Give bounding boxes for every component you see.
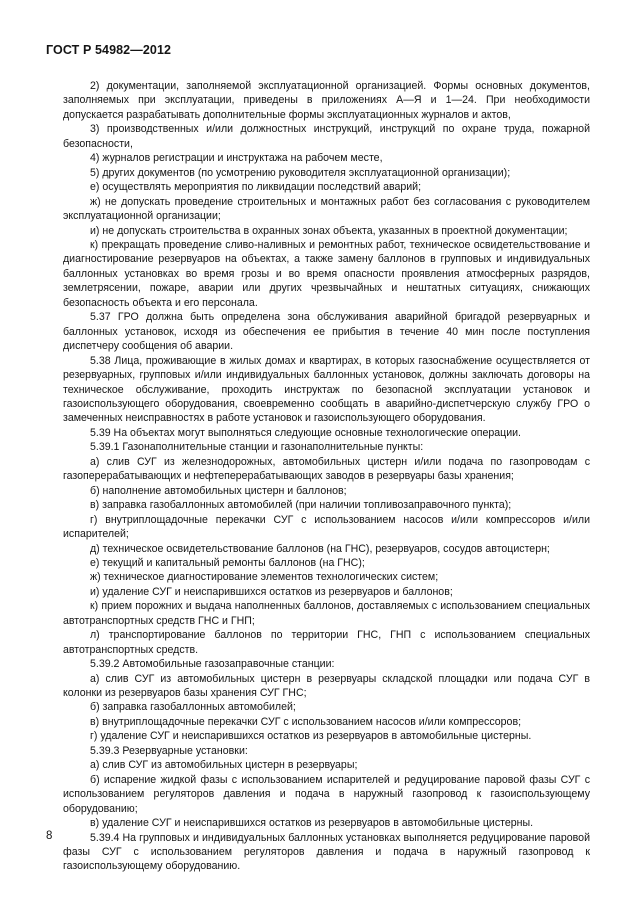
clause-5-37: 5.37 ГРО должна быть определена зона обслуживания аварийной бригадой резервуарных и баллонных установок, исходя из обеспечения ее прибытия в течение 40 мин после поступления диспетчеру сообщения об аварии.: [63, 311, 590, 353]
clause-5-38: 5.38 Лица, проживающие в жилых домах и квартирах, в которых газоснабжение осуществляется от резервуарных, групповых и/или индивидуальных баллонных установок, должны заключать договоры на техническое обслуживание, проходить инструктаж по безопасной эксплуатации установок и газоиспользующего оборудования, своевременно сообщать в аварийно-диспетчерскую службу ГРО о замеченных неисправностях в работе установок и газоиспользующего оборудования.: [63, 354, 590, 425]
list-item: б) заправка газобаллонных автомобилей;: [90, 701, 296, 714]
document-body: [63, 79, 590, 874]
list-item: а) слив СУГ из железнодорожных, автомобильных цистерн и/или подача по газопроводам с газоперерабатывающих и нефтеперерабатывающих заводов в резервуары базы хранения;: [63, 455, 590, 483]
list-item-e: е) осуществлять мероприятия по ликвидации последствий аварий;: [90, 181, 422, 194]
list-item: д) техническое освидетельствование баллонов (на ГНС), резервуаров, сосудов автоцистерн;: [90, 542, 550, 555]
clause-5-39-2: 5.39.2 Автомобильные газозаправочные станции:: [90, 658, 335, 671]
list-item-i: и) не допускать строительства в охранных зонах объекта, указанных в проектной документации;: [90, 224, 568, 237]
paragraph-instructions: 3) производственных и/или должностных инструкций, инструкций по охране труда, пожарной безопасности,: [63, 123, 590, 150]
page-number: 8: [46, 830, 53, 842]
list-item: а) слив СУГ из автомобильных цистерн в резервуары;: [90, 759, 358, 772]
paragraph-other-documents: 5) других документов (по усмотрению руководителя эксплуатационной организации);: [90, 166, 511, 179]
clause-5-39-3: 5.39.3 Резервуарные установки:: [90, 744, 248, 757]
list-item: л) транспортирование баллонов по территории ГНС, ГНП с использованием специальных автотранспортных средств.: [63, 629, 590, 656]
list-item: в) заправка газобаллонных автомобилей (при наличии топливозаправочного пункта);: [90, 499, 512, 512]
list-item: к) прием порожних и выдача наполненных баллонов, доставляемых с использованием специальных автотранспортных средств ГНС и ГНП;: [63, 600, 590, 627]
list-item-k: к) прекращать проведение сливо-наливных и ремонтных работ, техническое освидетельствование и диагностирование резервуаров на объектах, а также замену баллонов в групповых и индивидуальных баллонных установках во время грозы и во время опасности проявления атмосферных разрядов, землетрясении, пожаре, аварии или других чрезвычайных и нештатных ситуациях, снижающих безопасность объекта и его персонала.: [63, 238, 590, 309]
list-item: а) слив СУГ из автомобильных цистерн в резервуары складской площадки или подача СУГ в колонки из резервуаров базы хранения СУГ ГНС;: [63, 672, 590, 700]
standard-header: ГОСТ Р 54982—2012: [46, 43, 172, 57]
list-item: г) внутриплощадочные перекачки СУГ с использованием насосов и/или компрессоров и/или испарителей;: [63, 513, 590, 541]
list-item: б) наполнение автомобильных цистерн и баллонов;: [90, 484, 347, 497]
list-item: е) текущий и капитальный ремонты баллонов (на ГНС);: [90, 556, 365, 569]
list-item-zh: ж) не допускать проведение строительных и монтажных работ без согласования с руководителем эксплуатационной организации;: [63, 195, 590, 223]
list-item: в) удаление СУГ и неиспарившихся остатков из резервуаров в автомобильные цистерны.: [90, 817, 534, 830]
paragraph-journals: 4) журналов регистрации и инструктажа на рабочем месте,: [90, 152, 383, 165]
list-item: и) удаление СУГ и неиспарившихся остатков из резервуаров и баллонов;: [90, 585, 453, 598]
clause-5-39-1: 5.39.1 Газонаполнительные станции и газонаполнительные пункты:: [90, 441, 424, 454]
list-item: ж) техническое диагностирование элементов технологических систем;: [90, 571, 439, 584]
clause-5-39-4: 5.39.4 На групповых и индивидуальных баллонных установках выполняется редуцирование паровой фазы СУГ с использованием регуляторов давления и подача в наружный газопровод к газоиспользующему оборудованию.: [63, 831, 590, 873]
list-item: в) внутриплощадочные перекачки СУГ с использованием насосов и/или компрессоров;: [90, 715, 522, 728]
clause-5-39: 5.39 На объектах могут выполняться следующие основные технологические операции.: [90, 426, 521, 439]
list-item: г) удаление СУГ и неиспарившихся остатков из резервуаров в автомобильные цистерны.: [90, 730, 532, 743]
paragraph-documentation: 2) документации, заполняемой эксплуатационной организацией. Формы основных документов, заполняемых при эксплуатации, приведены в приложениях А—Я и 1—24. При необходимости допускается разрабатывать дополнительные формы эксплуатационных журналов и актов,: [63, 80, 590, 121]
list-item: б) испарение жидкой фазы с использованием испарителей и редуцирование паровой фазы СУГ с использованием регуляторов давления и подача в наружный газопровод к газоиспользующему оборудованию;: [63, 773, 590, 815]
